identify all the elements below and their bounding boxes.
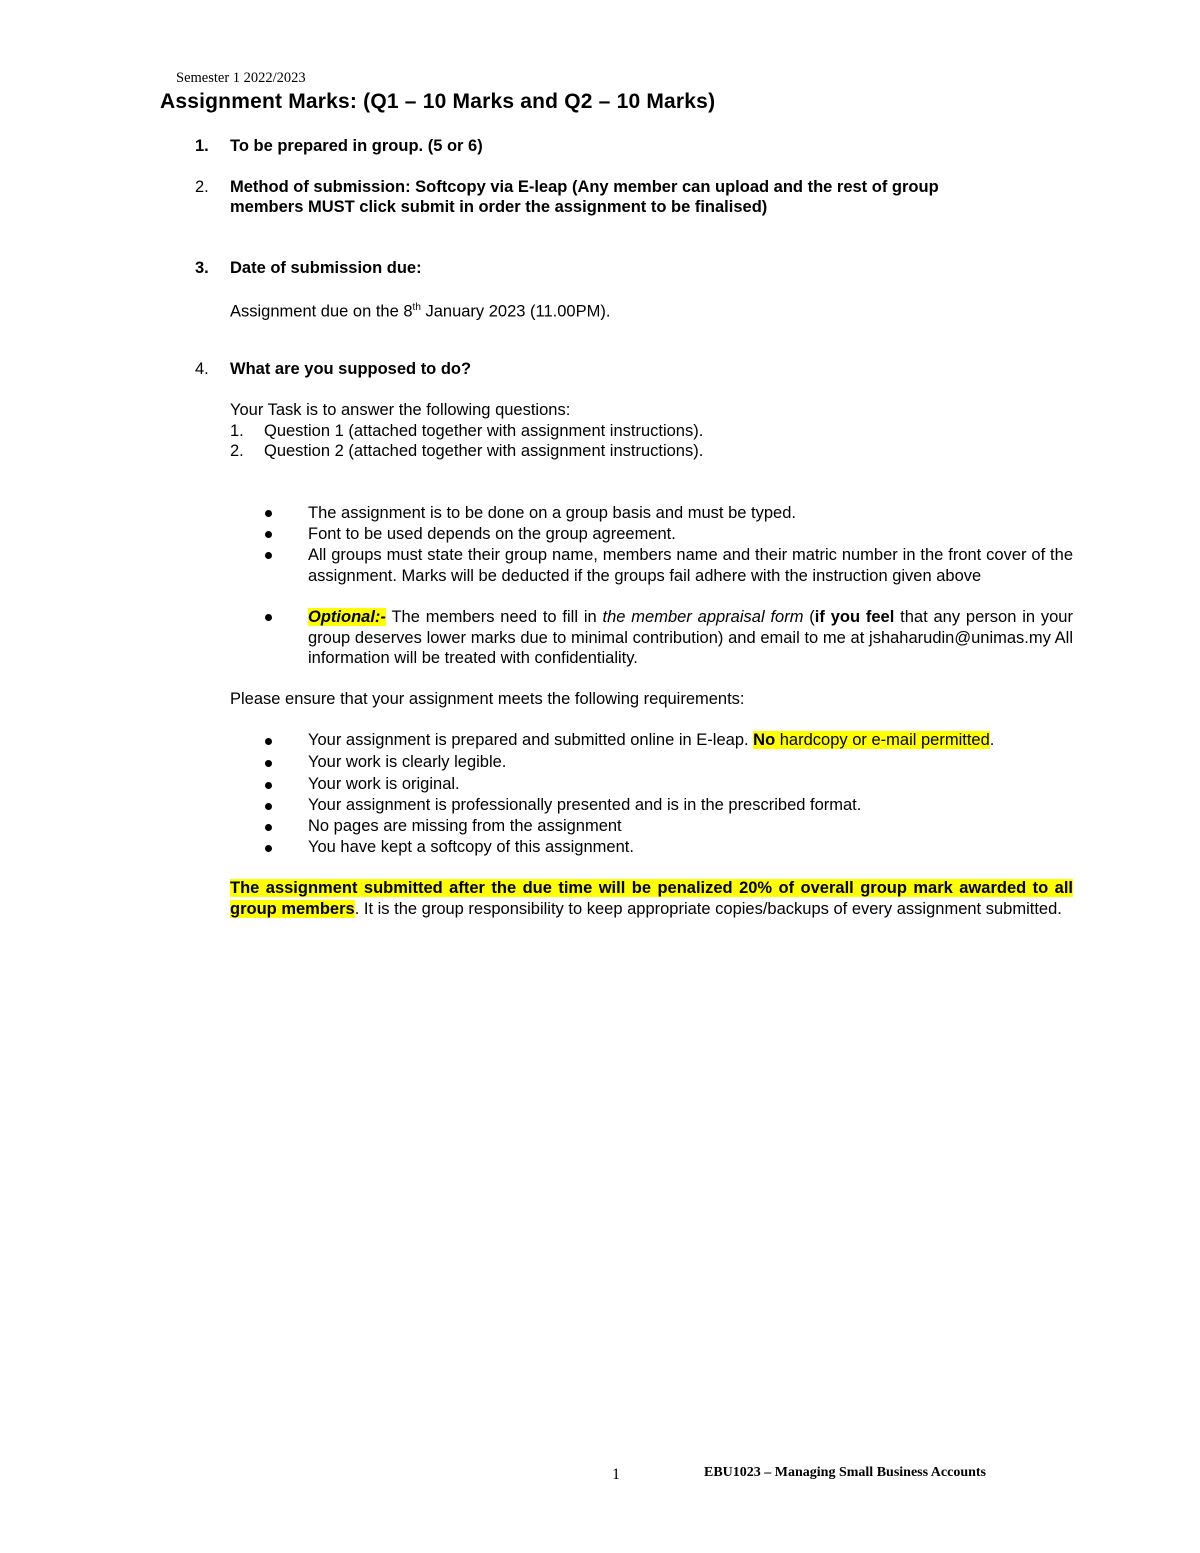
note-4 — [308, 607, 1073, 669]
requirement-1-highlight: hardcopy or e-mail permitted — [775, 731, 990, 749]
bullet-icon — [265, 803, 272, 810]
bullet-icon — [265, 510, 272, 517]
penalty-rest: . It is the group responsibility to keep appropriate copies/backups of every assignment submitted. — [354, 899, 1062, 918]
question-2-text: Question 2 (attached together with assignment instructions). — [264, 442, 704, 460]
bullet-icon — [265, 760, 272, 767]
question-1-text: Question 1 (attached together with assignment instructions). — [264, 422, 704, 440]
item-2-number: 2. — [195, 178, 209, 196]
item-3-text: Date of submission due: — [230, 259, 422, 277]
item-1-text: To be prepared in group. (5 or 6) — [230, 137, 483, 155]
question-1-number: 1. — [230, 422, 244, 440]
due-date-prefix: Assignment due on the 8 — [230, 302, 413, 321]
requirement-1-no: No — [753, 731, 776, 749]
item-4-text: What are you supposed to do? — [230, 360, 472, 378]
optional-label: Optional:- — [308, 608, 386, 626]
bullet-icon — [265, 531, 272, 538]
requirement-1-period: . — [989, 731, 995, 749]
page-number: 1 — [612, 1466, 620, 1483]
requirement-1 — [308, 730, 994, 751]
requirements-intro: Please ensure that your assignment meets the following requirements: — [230, 690, 745, 708]
due-date-superscript: th — [412, 302, 421, 313]
bullet-icon — [265, 782, 272, 789]
if-you-feel-text: if you feel — [814, 608, 895, 626]
bullet-icon — [265, 845, 272, 852]
question-2-number: 2. — [230, 442, 244, 460]
due-date-text — [230, 298, 610, 322]
requirement-3: Your work is original. — [308, 775, 460, 793]
requirement-1-part-a: Your assignment is prepared and submitted online in E-leap. — [308, 731, 754, 749]
item-1-number: 1. — [195, 137, 209, 155]
bullet-icon — [265, 552, 272, 559]
bullet-icon — [265, 738, 272, 745]
bullet-icon — [265, 614, 272, 621]
semester-header: Semester 1 2022/2023 — [176, 70, 306, 86]
page-title: Assignment Marks: (Q1 – 10 Marks and Q2 – 10 Marks) — [160, 90, 716, 113]
requirement-4: Your assignment is professionally presented and is in the prescribed format. — [308, 796, 862, 814]
item-4-number: 4. — [195, 360, 209, 378]
requirement-6: You have kept a softcopy of this assignment. — [308, 838, 634, 856]
requirement-2: Your work is clearly legible. — [308, 753, 507, 771]
penalty-paragraph — [230, 878, 1073, 919]
due-date-suffix: January 2023 (11.00PM). — [420, 302, 611, 321]
bullet-icon — [265, 824, 272, 831]
requirement-5: No pages are missing from the assignment — [308, 817, 622, 835]
item-2-line-2: members MUST click submit in order the assignment to be finalised) — [230, 198, 768, 216]
task-intro: Your Task is to answer the following questions: — [230, 401, 571, 419]
note-2: Font to be used depends on the group agreement. — [308, 525, 676, 543]
penalty-bold: The assignment submitted after the due time will be penalized 20% of overall group mark awarded to all group members — [230, 879, 1073, 918]
item-3-number: 3. — [195, 259, 209, 277]
item-2-line-1: Method of submission: Softcopy via E-leap (Any member can upload and the rest of group — [230, 178, 939, 196]
note-3: All groups must state their group name, members name and their matric number in the front cover of the assignment. Marks will be deducted if the groups fail adhere with the instruction given above — [308, 546, 1073, 585]
note-4-part-c: ( — [803, 608, 815, 626]
note-4-part-e: that any person in your group deserves lower marks due to minimal contribution) and email to me at jshaharudin@unimas.my All information will be treated with confidentiality. — [308, 608, 1073, 667]
appraisal-form-text: the member appraisal form — [602, 608, 804, 626]
course-footer: EBU1023 – Managing Small Business Accounts — [704, 1465, 986, 1480]
note-4-part-a: The members need to fill in — [385, 608, 603, 626]
note-1: The assignment is to be done on a group basis and must be typed. — [308, 504, 796, 522]
